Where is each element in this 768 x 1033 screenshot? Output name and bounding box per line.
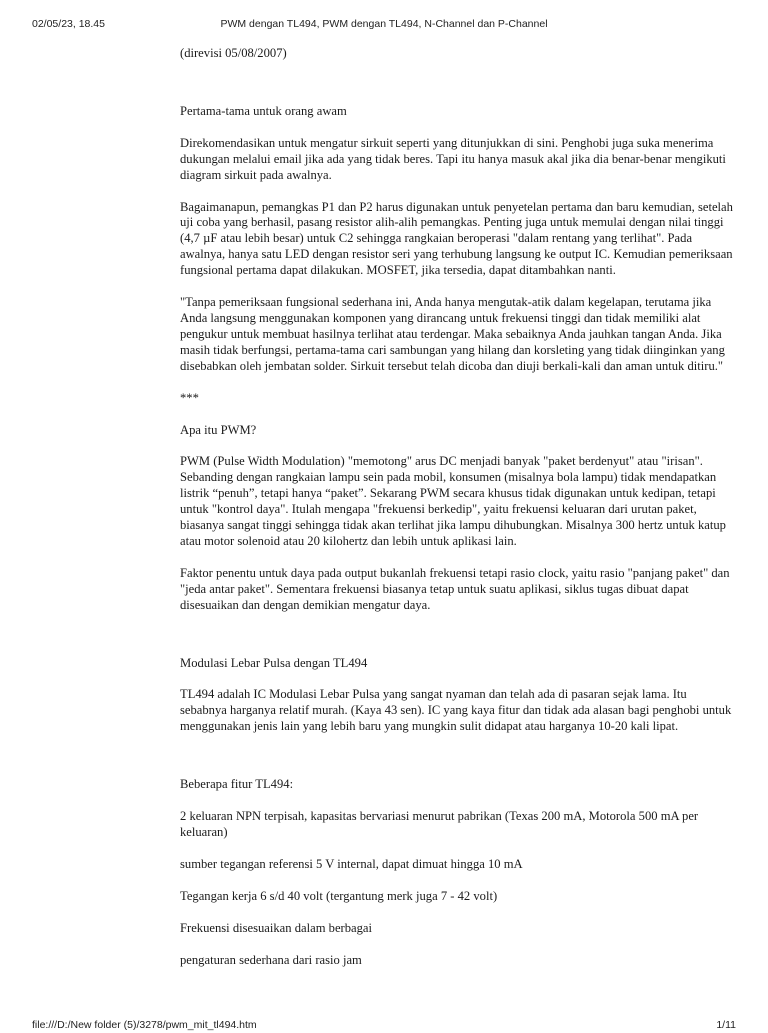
feature-item: Tegangan kerja 6 s/d 40 volt (tergantung merk juga 7 - 42 volt) — [180, 888, 498, 903]
heading-first-for-laymen: Pertama-tama untuk orang awam — [180, 103, 347, 118]
paragraph: Faktor penentu untuk daya pada output bukanlah frekuensi tetapi rasio clock, yaitu rasio "panjang paket" dan "jeda antar paket". Sementara frekuensi biasanya tetap untuk suatu aplikasi, siklus tugas dibuat dapat disesuaikan dan dengan demikian mengatur daya. — [180, 565, 730, 612]
feature-item: sumber tegangan referensi 5 V internal, dapat dimuat hingga 10 mA — [180, 856, 523, 871]
feature-item: Frekuensi disesuaikan dalam berbagai — [180, 920, 372, 935]
file-path: file:///D:/New folder (5)/3278/pwm_mit_tl494.htm — [32, 1019, 257, 1031]
paragraph: Direkomendasikan untuk mengatur sirkuit seperti yang ditunjukkan di sini. Penghobi juga suka menerima dukungan melalui email jika ada yang tidak beres. Tapi itu hanya masuk akal jika dia benar-benar mengikuti diagram sirkuit pada awalnya. — [180, 135, 726, 182]
revision-note: (direvisi 05/08/2007) — [180, 46, 287, 60]
heading-pwm-tl494: Modulasi Lebar Pulsa dengan TL494 — [180, 655, 368, 670]
paragraph: PWM (Pulse Width Modulation) "memotong" arus DC menjadi banyak "paket berdenyut" atau "irisan". Sebanding dengan rangkaian lampu sein pada mobil, konsumen (misalnya bola lampu) tidak mendapatkan listrik “penuh”, tetapi hanya “paket”. Sekarang PWM secara khusus tidak digunakan untuk kedipan, tetapi untuk "kontrol daya". Itulah mengapa "frekuensi berkedip", yaitu frekuensi keluaran dari urutan paket, biasanya sangat tinggi sehingga tidak akan terlihat jika lampu dihubungkan. Misalnya 300 hertz untuk katup atau motor solenoid atau 20 kilohertz dan lebih untuk aplikasi lain. — [180, 454, 726, 548]
page-number: 1/11 — [716, 1019, 736, 1031]
separator: *** — [180, 390, 199, 405]
article-body — [180, 46, 735, 985]
paragraph: Bagaimanapun, pemangkas P1 dan P2 harus digunakan untuk penyetelan pertama dan baru kemudian, setelah uji coba yang berhasil, pasang resistor alih-alih pemangkas. Penting juga untuk memulai dengan nilai tinggi (4,7 µF atau lebih besar) untuk C2 sehingga rangkaian beroperasi "dalam rentang yang terlihat". Pada awalnya, hanya satu LED dengan resistor seri yang terhubung langsung ke output IC. Kemudian pemeriksaan fungsional pertama dapat dilakukan. MOSFET, jika tersedia, dapat ditambahkan nanti. — [180, 199, 733, 278]
feature-item: 2 keluaran NPN terpisah, kapasitas bervariasi menurut pabrikan (Texas 200 mA, Motorola 500 mA per keluaran) — [180, 809, 699, 839]
print-page-title: PWM dengan TL494, PWM dengan TL494, N-Channel dan P-Channel — [220, 18, 548, 30]
print-header — [0, 18, 768, 32]
paragraph-quote: "Tanpa pemeriksaan fungsional sederhana ini, Anda hanya mengutak-atik dalam kegelapan, terutama jika Anda langsung menggunakan komponen yang dirancang untuk frekuensi tinggi dan tidak memiliki alat pengukur untuk membuat hasilnya terlihat atau terdengar. Maka sebaiknya Anda jauhkan tangan Anda. Jika masih tidak berfungsi, pertama-tama cari sambungan yang hilang dan korsleting yang tidak diinginkan yang disebabkan oleh jembatan solder. Sirkuit tersebut telah dicoba dan diuji berkali-kali dan aman untuk ditiru." — [180, 295, 725, 373]
feature-item: pengaturan sederhana dari rasio jam — [180, 952, 362, 967]
heading-what-is-pwm: Apa itu PWM? — [180, 422, 257, 437]
heading-features: Beberapa fitur TL494: — [180, 777, 294, 792]
print-footer — [0, 1019, 768, 1033]
paragraph: TL494 adalah IC Modulasi Lebar Pulsa yang sangat nyaman dan telah ada di pasaran sejak lama. Itu sebabnya harganya relatif murah. (Kaya 43 sen). IC yang kaya fitur dan tidak ada alasan bagi penghobi untuk menggunakan jenis lain yang lebih baru yang mungkin sulit didapat atau harganya 10-20 kali lipat. — [180, 687, 732, 734]
print-datetime: 02/05/23, 18.45 — [32, 18, 105, 30]
